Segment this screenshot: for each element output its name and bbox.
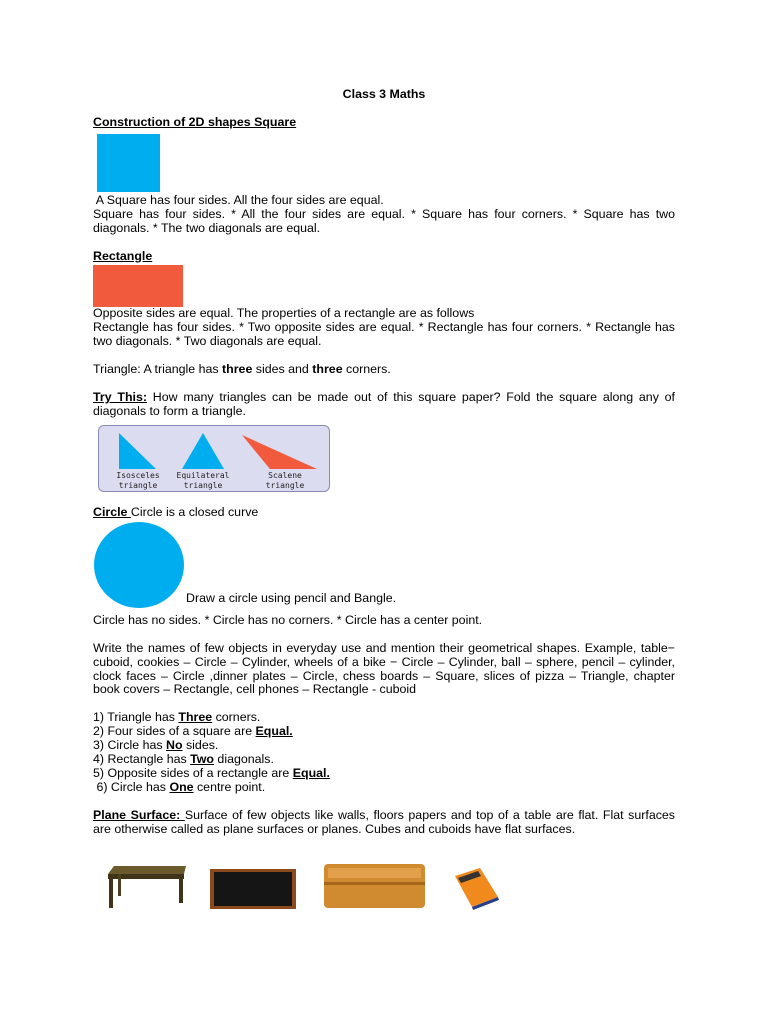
isosceles-label-line2: triangle <box>118 480 158 490</box>
circle-heading-line <box>93 506 675 520</box>
triangle-description <box>93 363 675 377</box>
rectangle-description: Opposite sides are equal. The properties of a rectangle are as follows <box>93 306 475 321</box>
fact-text: 5) Opposite sides of a rectangle are <box>93 765 293 780</box>
plane-surface-paragraph <box>93 809 675 837</box>
circle-heading: Circle <box>93 504 131 519</box>
try-this-text: How many triangles can be made out of this square paper? Fold the square along any of diagonals to form a triangle. <box>93 390 675 418</box>
fact-text: 3) Circle has <box>93 738 166 753</box>
scalene-triangle <box>242 435 317 469</box>
square-heading: Construction of 2D shapes Square <box>93 114 297 129</box>
triangle-sides-count: three <box>222 362 253 377</box>
circle-figure <box>93 522 675 608</box>
plane-surface-label: Plane Surface: <box>93 807 185 822</box>
plane-surface-text: Surface of few objects like walls, floors papers and top of a table are flat. Flat surfaces are otherwise called as plane surfaces or planes. Cubes and cuboids have flat surfaces. <box>93 807 675 836</box>
fact-text: 6) Circle has <box>93 779 170 794</box>
triangle-types-figure <box>98 425 330 492</box>
square-properties: Square has four sides. * All the four sides are equal. * Square has four corners. * Square has two diagonals. * The two diagonals are equal. <box>93 206 675 235</box>
fact-text: 2) Four sides of a square are <box>93 724 256 739</box>
fact-item <box>93 753 675 767</box>
equilateral-label-line1: Equilateral <box>176 470 230 480</box>
fact-text: centre point. <box>193 779 266 794</box>
circle-intro: Circle is a closed curve <box>130 504 259 519</box>
try-this-label: Try This: <box>93 390 147 405</box>
circle-properties: Circle has no sides. * Circle has no corners. * Circle has a center point. <box>93 612 483 627</box>
page-title: Class 3 Maths <box>342 87 426 101</box>
fact-item <box>93 781 675 795</box>
triangle-text-pre: Triangle: A triangle has <box>93 362 223 377</box>
fact-item <box>93 725 675 739</box>
triangle-text-mid: sides and <box>252 362 313 377</box>
fact-key: Equal. <box>292 765 330 780</box>
fact-text: 1) Triangle has <box>93 710 179 725</box>
isosceles-triangle <box>119 433 156 469</box>
facts-list <box>93 711 675 794</box>
rectangle-heading: Rectangle <box>93 248 153 263</box>
circle-shape <box>94 522 184 608</box>
document <box>93 88 675 837</box>
equilateral-triangle <box>182 433 224 469</box>
fact-key: Two <box>190 752 214 767</box>
everyday-objects-paragraph: Write the names of few objects in everyday use and mention their geometrical shapes. Example, table− cuboid, cookies – Circle – Cylinder, wheels of a bike − Circle – Cylinder, ball – sphere, pencil – cylinder, clock faces – Circle ,dinner plates – Circle, chess boards – Square, slices of pizza – Triangle, chapter book covers – Rectangle, cell phones – Rectangle - cuboid <box>93 640 675 697</box>
fact-text: 4) Rectangle has <box>93 752 191 767</box>
triangle-text-post: corners. <box>342 362 391 377</box>
equilateral-label <box>173 471 233 491</box>
rectangle-properties: Rectangle has four sides. * Two opposite sides are equal. * Rectangle has four corners. * Rectangle has two diagonals. * Two diagonals are equal. <box>93 320 675 349</box>
scalene-label <box>255 471 315 491</box>
table-illustration <box>108 866 186 908</box>
blackboard-illustration <box>210 869 296 909</box>
equilateral-label-line2: triangle <box>183 480 223 490</box>
book-illustration <box>455 868 499 910</box>
fact-key: No <box>166 738 183 753</box>
rectangle-shape <box>93 265 183 307</box>
try-this <box>93 391 675 419</box>
square-shape <box>97 134 160 192</box>
fact-key: Equal. <box>255 724 293 739</box>
scalene-label-line1: Scalene <box>268 470 302 480</box>
circle-caption: Draw a circle using pencil and Bangle. <box>186 590 397 605</box>
fact-text: sides. <box>182 738 219 753</box>
fact-text: diagonals. <box>213 752 274 767</box>
isosceles-label <box>108 471 168 491</box>
scalene-label-line2: triangle <box>265 480 305 490</box>
square-description: A Square has four sides. All the four sides are equal. <box>93 192 384 207</box>
fact-item <box>93 767 675 781</box>
fact-key: Three <box>178 710 213 725</box>
fact-text: corners. <box>212 710 261 725</box>
triangle-corners-count: three <box>312 362 343 377</box>
fact-item <box>93 711 675 725</box>
fact-key: One <box>169 779 194 794</box>
fact-item <box>93 739 675 753</box>
flat-objects-illustrations <box>100 860 520 916</box>
isosceles-label-line1: Isosceles <box>116 470 160 480</box>
wooden-box-illustration <box>324 864 425 908</box>
